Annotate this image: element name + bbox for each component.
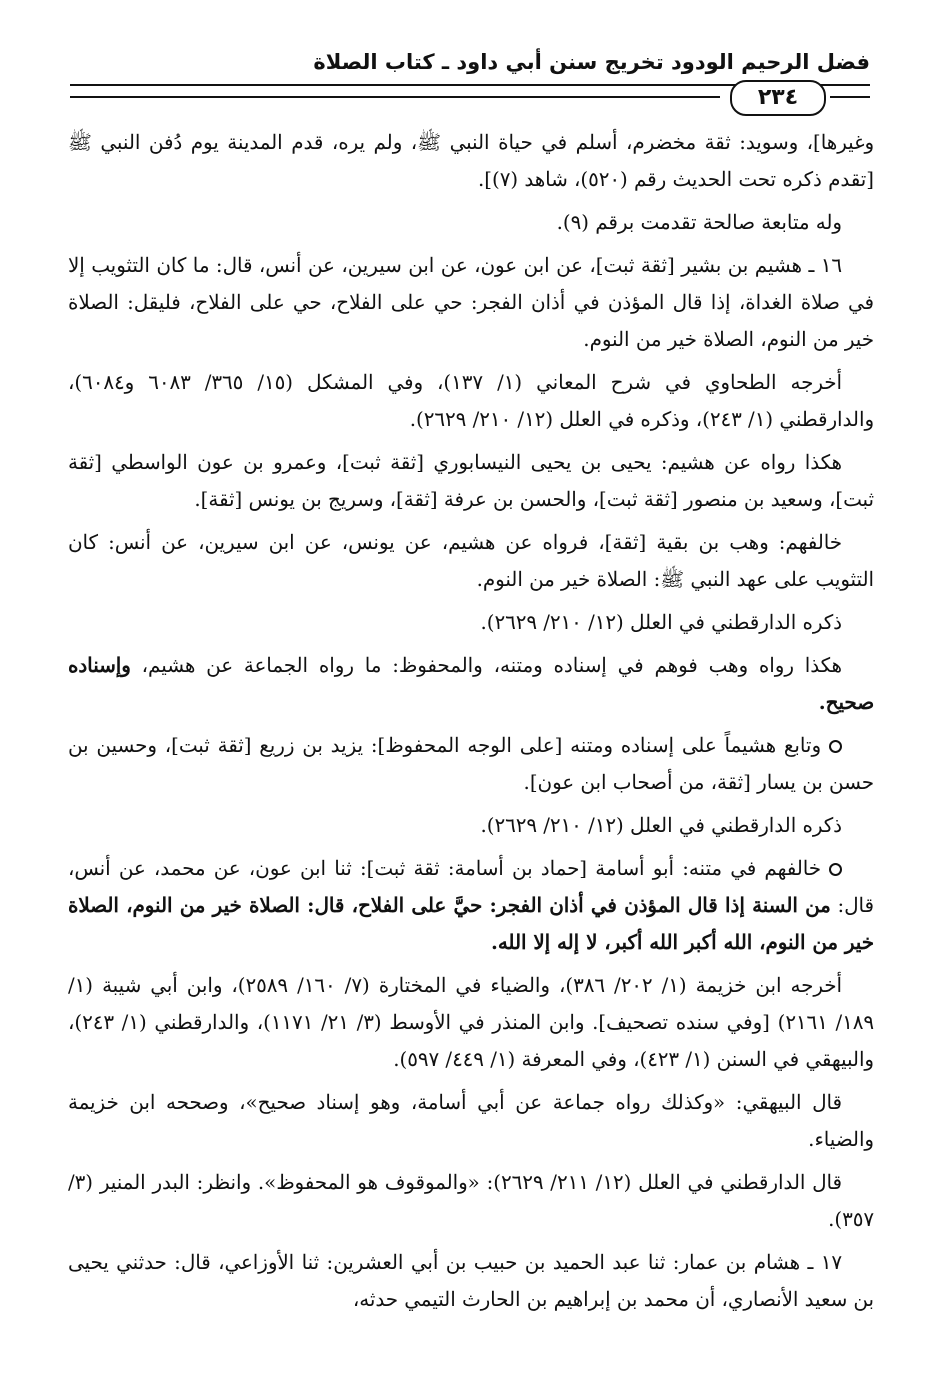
paragraph: قال البيهقي: «وكذلك رواه جماعة عن أبي أسامة، وهو إسناد صحيح»، وصححه ابن خزيمة والضياء. <box>68 1091 874 1151</box>
paragraph: ذكره الدارقطني في العلل (١٢/ ٢١٠/ ٢٦٢٩). <box>480 814 842 837</box>
page-number: ٢٣٤ <box>730 80 826 116</box>
hadith-17-paragraph: ١٧ ـ هشام بن عمار: ثنا عبد الحميد بن حبيب بن أبي العشرين: ثنا الأوزاعي، قال: حدثني يحيى بن سعيد الأنصاري، أن محمد بن إبراهيم بن الحارث التيمي حدثه، <box>68 1251 874 1311</box>
hadith-text-bold: من السنة إذا قال المؤذن في أذان الفجر: حيَّ على الفلاح، قال: الصلاة خير من النوم، الصلاة خير من النوم، الله أكبر الله أكبر، لا إله إلا الله. <box>68 893 874 954</box>
paragraph: أخرجه ابن خزيمة (١/ ٢٠٢/ ٣٨٦)، والضياء في المختارة (٧/ ١٦٠/ ٢٥٨٩)، وابن أبي شيبة (١/ ١٨٩/ ٢١٦١) [وفي سنده تصحيف]. وابن المنذر في الأوسط (٣/ ٢١/ ١١٧١)، والدارقطني (١/ ٢٤٣)، والبيهقي في السنن (١/ ٤٢٣)، وفي المعرفة (١/ ٤٤٩/ ٥٩٧). <box>68 974 875 1071</box>
verdict-bold: وإسناده صحيح. <box>68 653 874 714</box>
body-text <box>68 124 874 1324</box>
paragraph: قال الدارقطني في العلل (١٢/ ٢١١/ ٢٦٢٩): «والموقوف هو المحفوظ». وانظر: البدر المنير (٣/ ٣٥٧). <box>68 1171 874 1231</box>
ring-bullet-icon <box>829 740 842 753</box>
paragraph <box>68 727 874 801</box>
paragraph-text: خالفهم في متنه: أبو أسامة [حماد بن أسامة: ثقة ثبت]: ثنا ابن عون، عن محمد، عن أنس، قال: <box>68 857 874 917</box>
hadith-16-paragraph: ١٦ ـ هشيم بن بشير [ثقة ثبت]، عن ابن عون، عن ابن سيرين، عن أنس، قال: ما كان التثويب إلا في صلاة الغداة، إذا قال المؤذن في أذان الفجر: حي على الفلاح، حي على الفلاح، فليقل: الصلاة خير من النوم، الصلاة خير من النوم. <box>68 254 874 351</box>
paragraph-text: هكذا رواه وهب فوهم في إسناده ومتنه، والمحفوظ: ما رواه الجماعة عن هشيم، <box>141 654 842 677</box>
paragraph: هكذا رواه عن هشيم: يحيى بن يحيى النيسابوري [ثقة ثبت]، وعمرو بن عون الواسطي [ثقة ثبت]، وسعيد بن منصور [ثقة ثبت]، والحسن بن عرفة [ثقة]، وسريج بن يونس [ثقة]. <box>68 451 874 511</box>
paragraph <box>68 647 874 721</box>
paragraph: وله متابعة صالحة تقدمت برقم (٩). <box>556 211 842 234</box>
paragraph: ذكره الدارقطني في العلل (١٢/ ٢١٠/ ٢٦٢٩). <box>480 611 842 634</box>
running-header-title: فضل الرحيم الودود تخريج سنن أبي داود ـ كتاب الصلاة <box>313 50 870 74</box>
ornament-line-left <box>70 96 720 98</box>
ornament-line-right <box>830 96 870 98</box>
paragraph: خالفهم: وهب بن بقية [ثقة]، فرواه عن هشيم، عن يونس، عن ابن سيرين، عن أنس: كان التثويب على عهد النبي ﷺ: الصلاة خير من النوم. <box>68 531 874 591</box>
paragraph: وغيرها]، وسويد: ثقة مخضرم، أسلم في حياة النبي ﷺ، ولم يره، قدم المدينة يوم دُفن النبي ﷺ [تقدم ذكره تحت الحديث رقم (٥٢٠)، شاهد (٧)]. <box>68 131 874 191</box>
ring-bullet-icon <box>829 863 842 876</box>
paragraph: أخرجه الطحاوي في شرح المعاني (١/ ١٣٧)، وفي المشكل (١٥/ ٣٦٥/ ٦٠٨٣ و٦٠٨٤)، والدارقطني (١/ ٢٤٣)، وذكره في العلل (١٢/ ٢١٠/ ٢٦٢٩). <box>68 371 874 431</box>
paragraph-text: وتابع هشيماً على إسناده ومتنه [على الوجه المحفوظ]: يزيد بن زريع [ثقة ثبت]، وحسين بن حسن بن يسار [ثقة، من أصحاب ابن عون]. <box>68 734 874 794</box>
paragraph <box>68 850 874 961</box>
